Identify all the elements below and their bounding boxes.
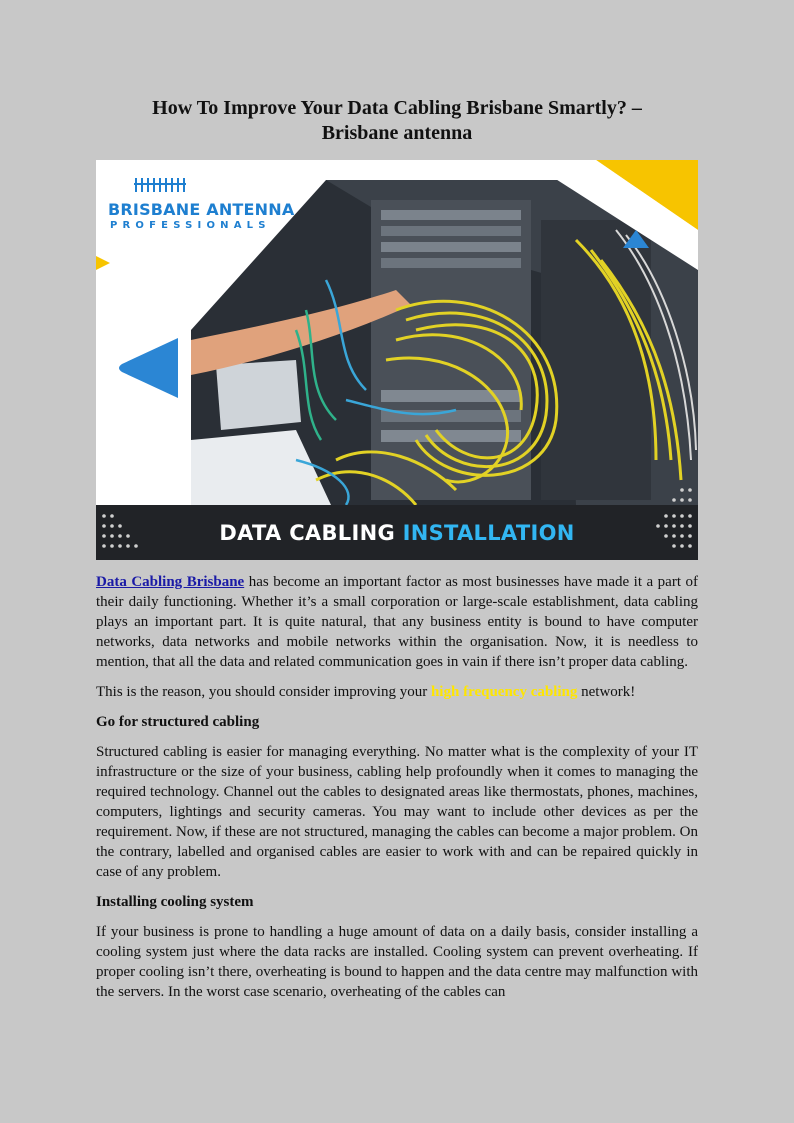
brand-name: BRISBANE ANTENNA bbox=[108, 200, 295, 219]
page-title bbox=[96, 96, 698, 146]
banner-caption bbox=[96, 521, 698, 545]
banner-caption-main: DATA CABLING bbox=[219, 521, 403, 545]
heading-structured-cabling: Go for structured cabling bbox=[96, 714, 260, 730]
banner-image bbox=[96, 160, 698, 560]
banner-caption-accent: INSTALLATION bbox=[402, 521, 575, 545]
paragraph-cooling-system: If your business is prone to handling a huge amount of data on a daily basis, consider installing a cooling system just where the data racks are installed. Cooling system can prevent overheating. If proper cooling isn’t there, overheating is bound to happen and the data centre may malfunction with the servers. In the worst case scenario, overheating of the cables can bbox=[96, 924, 698, 1000]
paragraph-reason-before: This is the reason, you should consider improving your bbox=[96, 684, 431, 700]
brand-tagline: PROFESSIONALS bbox=[110, 220, 271, 231]
paragraph-reason-after: network! bbox=[577, 684, 636, 700]
antenna-icon bbox=[134, 178, 186, 192]
article-body bbox=[96, 572, 698, 1012]
heading-cooling-system: Installing cooling system bbox=[96, 894, 254, 910]
title-line-1: How To Improve Your Data Cabling Brisbane Smartly? – bbox=[152, 97, 642, 119]
title-line-2: Brisbane antenna bbox=[321, 122, 473, 144]
data-cabling-brisbane-link[interactable]: Data Cabling Brisbane bbox=[96, 574, 245, 590]
paragraph-structured-cabling: Structured cabling is easier for managing everything. No matter what is the complexity of your IT infrastructure or the size of your business, cabling help profoundly when it comes to managing the required technology. Channel out the cables to designated areas like thermostats, phones, machines, computers, lightings and security cameras. You may want to include other devices as per the requirement. Now, if these are not structured, managing the cables can become a major problem. On the contrary, labelled and organised cables are easier to work with and can be repaired quickly in case of any problem. bbox=[96, 744, 698, 880]
paragraph-reason bbox=[96, 682, 698, 702]
highlight-high-frequency-cabling: high frequency cabling bbox=[430, 684, 578, 700]
paragraph-intro bbox=[96, 572, 698, 672]
paragraph-intro-text: has become an important factor as most businesses have made it a part of their daily functioning. Whether it’s a small corporation or large-scale establishment, data cabling plays an important part. It is quite natural, that any business entity is bound to have computer networks, data networks and mobile networks within the organisation. Now, it is needless to mention, that all the data and related communication goes in vain if there isn’t proper data cabling. bbox=[96, 574, 698, 670]
